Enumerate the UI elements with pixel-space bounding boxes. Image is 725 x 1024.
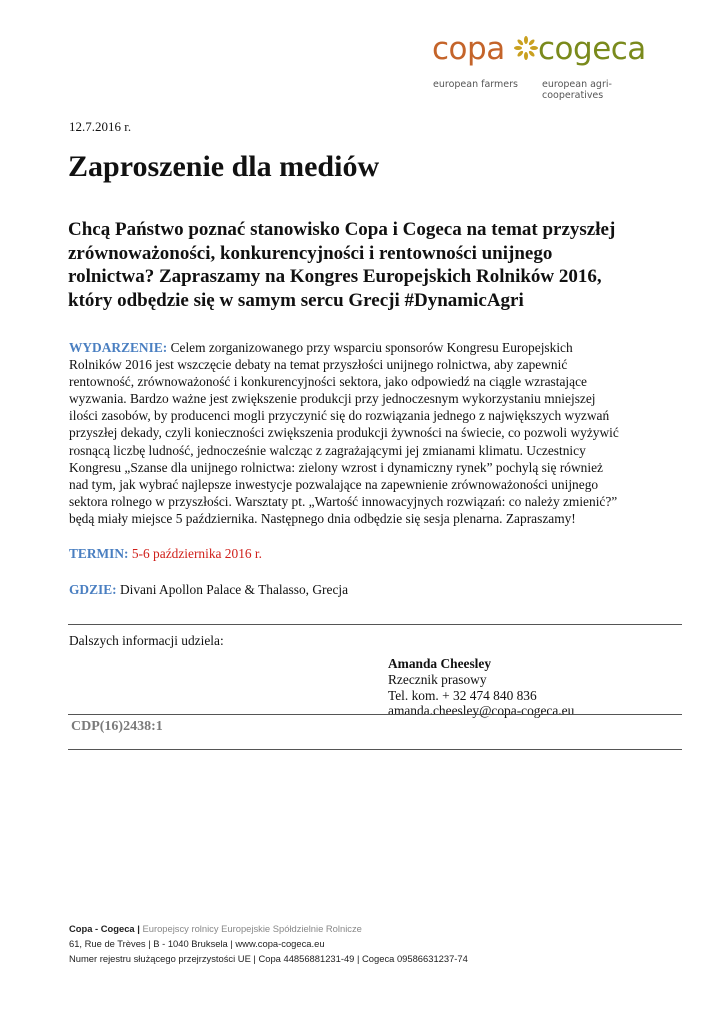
footer-separator: | bbox=[134, 923, 143, 934]
contact-role: Rzecznik prasowy bbox=[388, 671, 487, 687]
divider-bottom bbox=[68, 749, 682, 750]
divider-top bbox=[68, 624, 682, 625]
event-paragraph bbox=[69, 339, 619, 527]
footer bbox=[69, 921, 468, 966]
footer-org: Copa - Cogeca bbox=[69, 923, 135, 934]
copa-cogeca-logo bbox=[432, 30, 672, 100]
footer-line-1 bbox=[69, 921, 468, 936]
document-reference: CDP(16)2438:1 bbox=[71, 719, 163, 734]
logo-star-icon bbox=[514, 36, 538, 60]
contact-name: Amanda Cheesley bbox=[388, 656, 492, 671]
info-label: Dalszych informacji udziela: bbox=[69, 633, 224, 648]
logo-cogeca-text: cogeca bbox=[538, 31, 646, 67]
logo-subtitle-farmers: european farmers bbox=[433, 79, 518, 90]
gdzie-value: Divani Apollon Palace & Thalasso, Grecja bbox=[116, 582, 349, 597]
page-title: Zaproszenie dla mediów bbox=[68, 150, 380, 183]
lead-paragraph: Chcą Państwo poznać stanowisko Copa i Cogeca na temat przyszłej zrównoważoności, konkurencyjności i rentowności unijnego rolnictwa? Zapraszamy na Kongres Europejskich Rolników 2016, który odbędzie się w samym sercu Grecji #DynamicAgri bbox=[68, 219, 616, 311]
footer-address: 61, Rue de Trèves | B - 1040 Bruksela | www.copa-cogeca.eu bbox=[69, 938, 325, 949]
footer-registry: Numer rejestru służącego przejrzystości UE | Copa 44856881231-49 | Cogeca 09586631237-74 bbox=[69, 953, 468, 964]
termin-line bbox=[69, 546, 262, 562]
event-label: WYDARZENIE: bbox=[69, 340, 168, 355]
footer-tagline: Europejscy rolnicy Europejskie Spółdzielnie Rolnicze bbox=[142, 923, 362, 934]
gdzie-label: GDZIE: bbox=[69, 582, 117, 597]
event-text: Celem zorganizowanego przy wsparciu sponsorów Kongresu Europejskich Rolników 2016 jest wszczęcie debaty na temat przyszłości unijnego rolnictwa, aby zapewnić rentowność, zrównoważoność i konkurencyjności sektora, jako odpowiedź na ciągle wzrastające wyzwania. Bardzo ważne jest zwiększenie produkcji przy jednoczesnym wykorzystaniu mniejszej ilości zasobów, by producenci mogli przyczynić się do rozwiązania jednego z największych wyzwań przyszłej dekady, czyli konieczności zwiększenia produkcji żywności na świecie, co pozwoli wyżywić rosnącą liczbę ludność, jednocześnie walcząc z zagrażającymi jej zmianami klimatu. Uczestnicy Kongresu „Szanse dla unijnego rolnictwa: zielony wzrost i dynamiczny rynek” pochylą się również nad tym, jak wybrać najlepsze inwestycje pozwalające na zapewnienie zrównoważoności unijnego sektora rolnego w przyszłości. Warsztaty pt. „Wartość innowacyjnych rozwiązań: co należy zmienić?” będą miały miejsce 5 października. Następnego dnia odbędzie się sesja plenarna. Zapraszamy! bbox=[69, 340, 619, 526]
document-date: 12.7.2016 r. bbox=[69, 119, 132, 134]
contact-email[interactable]: amanda.cheesley@copa-cogeca.eu bbox=[388, 703, 575, 719]
logo-copa-text: copa bbox=[432, 31, 505, 67]
contact-block bbox=[388, 656, 574, 719]
termin-label: TERMIN: bbox=[69, 546, 129, 561]
gdzie-line bbox=[69, 582, 348, 598]
divider-middle bbox=[68, 714, 682, 715]
contact-phone: Tel. kom. + 32 474 840 836 bbox=[388, 687, 537, 703]
termin-value: 5-6 października 2016 r. bbox=[128, 546, 263, 561]
logo-subtitle-cooperatives: european agri-cooperatives bbox=[542, 79, 612, 101]
